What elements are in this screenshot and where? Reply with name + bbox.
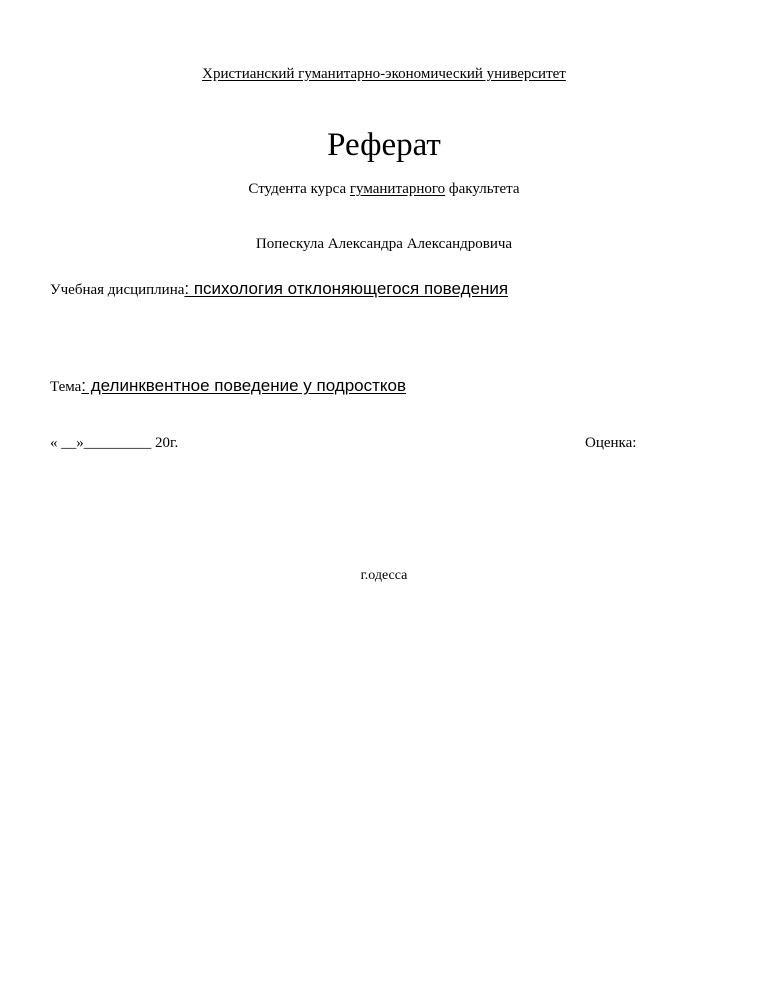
discipline-line [50,280,508,298]
topic-value: : делинквентное поведение у подростков [81,376,407,395]
document-title [0,129,768,162]
student-name: Попескула Александра Александровича [255,236,513,252]
topic-line [50,377,406,395]
university-name: Христианский гуманитарно-экономический университет [202,66,566,82]
discipline-value: : психология отклоняющегося поведения [184,279,509,298]
city-name: г.одесса [360,568,408,583]
student-prefix: Студента курса [248,181,350,197]
student-course-line [0,182,768,197]
faculty-name: гуманитарного [349,181,446,197]
title-text: Реферат [327,127,441,163]
discipline-label: Учебная дисциплина [50,282,185,298]
topic-label: Тема [50,379,82,395]
faculty-suffix: факультета [445,181,520,197]
grade-label: Оценка: [585,435,637,451]
date-line: « __»_________ 20г. [50,435,179,451]
